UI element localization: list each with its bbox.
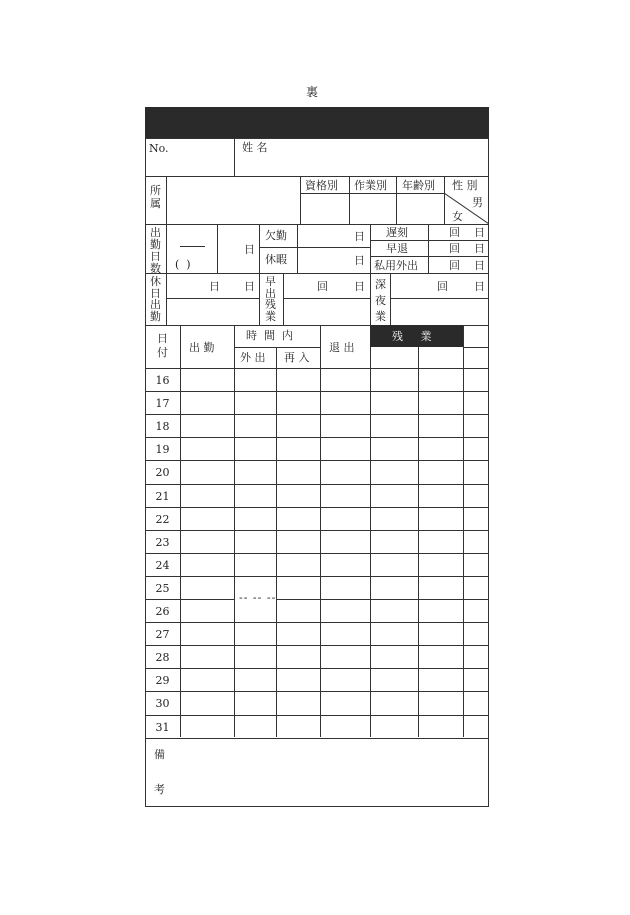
date-row-number: 24 [155,558,170,572]
rule [418,347,419,737]
date-row-number: 25 [155,581,170,595]
rule [145,414,489,415]
rule [276,599,489,600]
date-row-number: 19 [155,443,170,457]
date-row-number: 22 [155,512,170,526]
page-title: 裏 [306,85,319,99]
rule [234,138,235,176]
rule [145,507,489,508]
time-card [145,107,489,807]
date-row-number: 16 [155,374,170,387]
rule [370,240,489,241]
day-unit: 日 [474,242,485,255]
rule [145,273,489,274]
day-unit: 日 [354,280,365,293]
rule [283,298,370,299]
go-out-label: 外 出 [240,351,266,364]
rule [370,224,371,325]
rule [145,437,489,438]
rule [145,224,489,225]
day-unit: 日 [474,226,485,239]
rule [145,484,489,485]
remarks-label-bottom: 考 [154,783,165,796]
rule [145,691,489,692]
late-label: 遅刻 [386,226,408,239]
early-overtime-label: 早 出 残 業 [265,275,276,323]
overtime-label: 残 業 [392,330,432,343]
rule [145,599,234,600]
rule [300,176,301,224]
rule [390,298,489,299]
rule [145,738,489,739]
date-row-number: 20 [155,466,170,480]
rule [145,645,489,646]
rule [463,325,464,737]
female-label: 女 [452,210,463,223]
rule [463,347,489,348]
day-unit: 日 [474,280,485,293]
date-row-number: 26 [155,605,170,618]
private-out-label: 私用外出 [374,259,418,272]
date-row-number: 18 [155,420,170,434]
blank-line [180,246,205,247]
day-unit: 日 [354,230,365,243]
rule [145,576,489,577]
dash-mark: -- -- -- [239,591,277,604]
rule [166,176,167,325]
male-label: 男 [472,196,483,209]
rule [145,553,489,554]
rule [217,224,218,273]
date-row-number: 31 [155,720,170,734]
absence-label: 欠勤 [265,229,287,242]
leave-label: 休暇 [265,253,287,266]
rule [276,347,277,737]
rule [297,224,298,273]
rule [145,391,489,392]
rule [259,224,260,325]
rule [145,138,489,139]
date-row-number: 27 [155,628,170,642]
night-work-label: 深 夜 業 [375,278,386,323]
date-row-number: 17 [155,397,170,411]
days-label: 出 勤 日 数 [150,226,161,275]
date-row-number: 21 [155,489,170,503]
rule [145,176,489,177]
date-label: 日 付 [157,332,168,359]
rule [145,460,489,461]
rule [145,668,489,669]
gender-label: 性 別 [452,179,478,192]
date-row-number: 28 [155,651,170,665]
times-unit: 回 [449,226,460,239]
affiliation-label: 所 属 [150,184,161,210]
rule [370,256,489,257]
holiday-work-label: 休 日 出 勤 [150,275,161,323]
date-row-number: 29 [155,674,170,688]
date-row-number: 30 [155,697,170,711]
clock-in-label: 出 勤 [189,341,215,354]
day-unit: 日 [354,254,365,267]
return-label: 再 入 [284,351,310,364]
clock-out-label: 退 出 [329,341,355,354]
day-unit: 日 [474,259,485,272]
times-unit: 回 [317,280,328,293]
times-unit: 回 [449,242,460,255]
rule [234,347,320,348]
age-label: 年齢別 [402,179,435,192]
rule [349,176,350,224]
day-unit: 日 [244,243,255,256]
card-top-bar [145,107,489,138]
within-hours-label: 時 間 内 [246,329,293,342]
times-unit: 回 [437,280,448,293]
rule [145,622,489,623]
name-label: 姓 名 [242,141,268,154]
rule [320,325,321,737]
no-label: No. [149,142,169,155]
rule [390,273,391,325]
early-leave-label: 早退 [386,242,408,255]
rule [145,530,489,531]
rule [428,224,429,273]
rule [300,193,444,194]
rule [145,368,489,369]
remarks-label-top: 備 [154,748,165,761]
times-unit: 回 [449,259,460,272]
paren-field: ( ) [175,258,191,271]
rule [234,325,235,737]
day-unit: 日 [209,280,220,293]
rule [259,247,370,248]
rule [283,273,284,325]
rule [396,176,397,224]
work-type-label: 作業別 [354,179,387,192]
rule [370,325,371,737]
qualification-label: 資格別 [305,179,338,192]
rule [166,298,260,299]
rule [145,715,489,716]
date-row-number: 23 [155,535,170,549]
rule [180,325,181,737]
day-unit: 日 [244,280,255,293]
